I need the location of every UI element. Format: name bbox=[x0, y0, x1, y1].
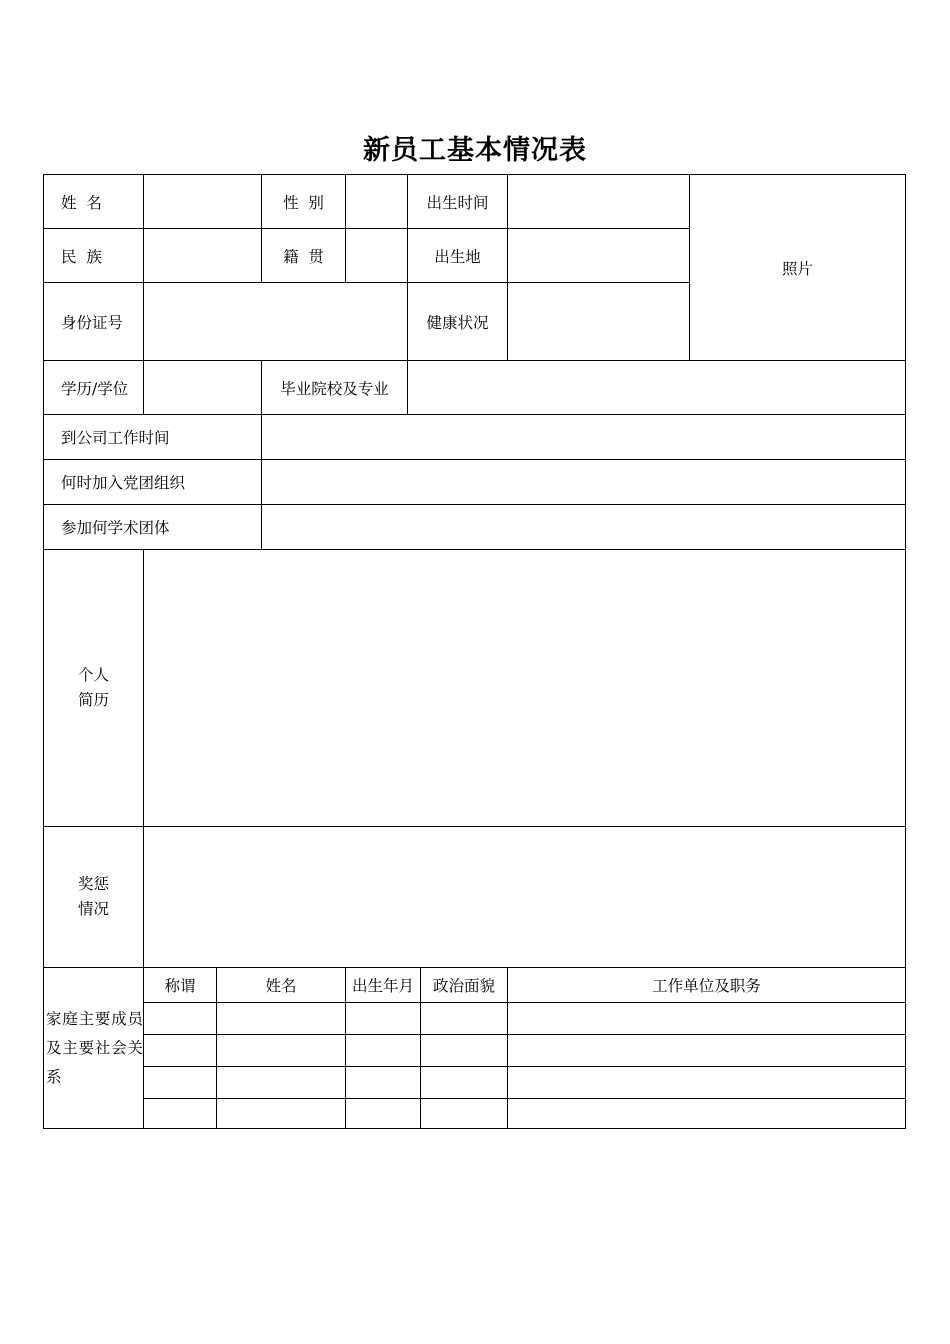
label-resume: 个人 简历 bbox=[43, 549, 144, 827]
gender-field[interactable] bbox=[345, 174, 408, 229]
resume-field[interactable] bbox=[143, 549, 906, 827]
family-header-relation: 称谓 bbox=[143, 967, 217, 1003]
family-row-1-political[interactable] bbox=[420, 1002, 508, 1035]
label-family: 家庭主要成员及主要社会关系 bbox=[46, 1009, 143, 1086]
label-ethnicity: 民 族 bbox=[43, 228, 144, 283]
label-join-party-date: 何时加入党团组织 bbox=[43, 459, 262, 505]
family-row-1-birth[interactable] bbox=[345, 1002, 421, 1035]
id-number-field[interactable] bbox=[143, 282, 408, 361]
family-row-1-name[interactable] bbox=[216, 1002, 346, 1035]
native-place-field[interactable] bbox=[345, 228, 408, 283]
family-row-3-birth[interactable] bbox=[345, 1066, 421, 1099]
form-title: 新员工基本情况表 bbox=[363, 135, 587, 166]
label-join-company-date: 到公司工作时间 bbox=[43, 414, 262, 460]
family-row-2-work[interactable] bbox=[507, 1034, 906, 1067]
family-header-political: 政治面貌 bbox=[420, 967, 508, 1003]
family-row-1-relation[interactable] bbox=[143, 1002, 217, 1035]
family-row-3-name[interactable] bbox=[216, 1066, 346, 1099]
label-name: 姓 名 bbox=[43, 174, 144, 229]
label-photo: 照片 bbox=[781, 259, 813, 278]
family-row-3-work[interactable] bbox=[507, 1066, 906, 1099]
label-id-number: 身份证号 bbox=[43, 282, 144, 361]
family-header-work: 工作单位及职务 bbox=[507, 967, 906, 1003]
family-row-4-name[interactable] bbox=[216, 1098, 346, 1129]
label-gender: 性 别 bbox=[261, 174, 346, 229]
family-row-4-birth[interactable] bbox=[345, 1098, 421, 1129]
family-row-3-political[interactable] bbox=[420, 1066, 508, 1099]
label-birthplace: 出生地 bbox=[407, 228, 508, 283]
label-rewards: 奖惩 情况 bbox=[43, 826, 144, 968]
label-education: 学历/学位 bbox=[43, 360, 144, 415]
family-row-3-relation[interactable] bbox=[143, 1066, 217, 1099]
academic-groups-field[interactable] bbox=[261, 504, 906, 550]
family-header-birth: 出生年月 bbox=[345, 967, 421, 1003]
family-row-2-political[interactable] bbox=[420, 1034, 508, 1067]
health-field[interactable] bbox=[507, 282, 690, 361]
family-row-4-relation[interactable] bbox=[143, 1098, 217, 1129]
birthplace-field[interactable] bbox=[507, 228, 690, 283]
label-school-major: 毕业院校及专业 bbox=[261, 360, 408, 415]
family-row-2-relation[interactable] bbox=[143, 1034, 217, 1067]
label-family-cell bbox=[43, 967, 144, 1129]
family-header-name: 姓名 bbox=[216, 967, 346, 1003]
family-row-2-birth[interactable] bbox=[345, 1034, 421, 1067]
photo-box[interactable] bbox=[689, 174, 906, 361]
label-health: 健康状况 bbox=[407, 282, 508, 361]
ethnicity-field[interactable] bbox=[143, 228, 262, 283]
label-birth-time: 出生时间 bbox=[407, 174, 508, 229]
education-field[interactable] bbox=[143, 360, 262, 415]
family-row-4-political[interactable] bbox=[420, 1098, 508, 1129]
family-row-2-name[interactable] bbox=[216, 1034, 346, 1067]
school-major-field[interactable] bbox=[407, 360, 906, 415]
join-party-date-field[interactable] bbox=[261, 459, 906, 505]
label-academic-groups: 参加何学术团体 bbox=[43, 504, 262, 550]
birth-time-field[interactable] bbox=[507, 174, 690, 229]
family-row-4-work[interactable] bbox=[507, 1098, 906, 1129]
name-field[interactable] bbox=[143, 174, 262, 229]
label-native-place: 籍 贯 bbox=[261, 228, 346, 283]
family-row-1-work[interactable] bbox=[507, 1002, 906, 1035]
join-company-date-field[interactable] bbox=[261, 414, 906, 460]
rewards-field[interactable] bbox=[143, 826, 906, 968]
